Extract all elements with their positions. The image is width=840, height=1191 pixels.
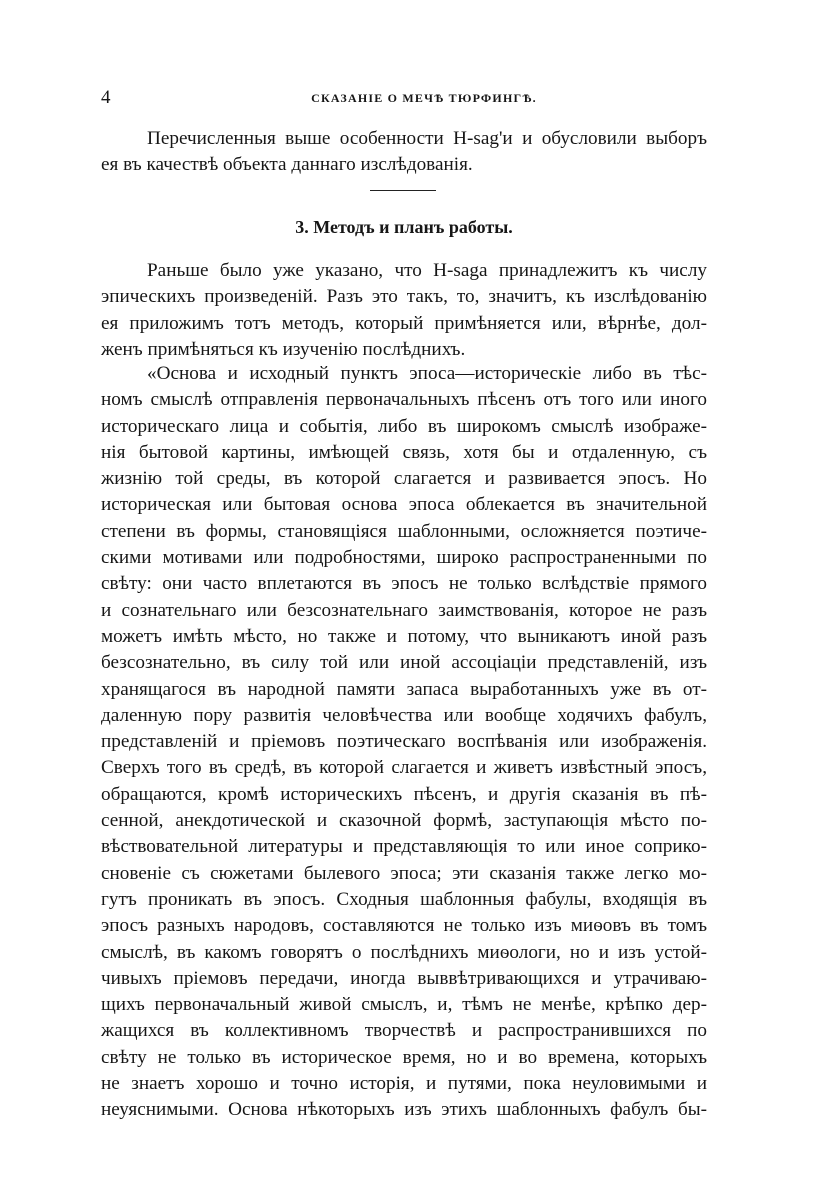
paragraph-method: [101, 258, 707, 363]
text-line: гутъ проникать въ эпосъ. Сходныя шаблонныя фабулы, входящія въ: [101, 888, 707, 910]
text-line: жизнію той среды, въ которой слагается и развивается эпосъ. Но: [101, 468, 707, 490]
text-line: безсознательно, въ силу той или иной ассоціаціи представленій, изъ: [101, 652, 707, 674]
running-head: [101, 86, 707, 110]
text-line: жащихся въ коллективномъ творчествѣ и распространившихся по: [101, 1020, 707, 1042]
text-line: обращаются, кромѣ историческихъ пѣсенъ, и другія сказанія въ пѣ-: [101, 783, 707, 805]
section-heading: 3. Методъ и планъ работы.: [295, 217, 513, 237]
text-line: ея въ качествѣ объекта даннаго изслѣдованія.: [101, 154, 473, 176]
text-line: эпосъ разныхъ народовъ, составляются не только изъ миѳовъ въ томъ: [101, 915, 707, 937]
text-line: нія бытовой картины, имѣющей связь, хотя бы и отдаленную, съ: [101, 441, 707, 463]
text-line: ея приложимъ тотъ методъ, который примѣняется или, вѣрнѣе, дол-: [101, 312, 707, 334]
text-line: не знаетъ хорошо и точно исторія, и путями, пока неуловимыми и: [101, 1073, 707, 1095]
text-line: сенной, анекдотической и сказочной формѣ, заступающія мѣсто по-: [101, 810, 707, 832]
text-line: номъ смыслѣ отправленія первоначальныхъ пѣсенъ отъ того или иного: [101, 389, 707, 411]
text-line: свѣту: они часто вплетаются въ эпосъ не только вслѣдствіе прямого: [101, 573, 707, 595]
section-divider: [370, 190, 436, 191]
text-line: историческая или бытовая основа эпоса облекается въ значительной: [101, 494, 707, 516]
text-line: сновеніе съ сюжетами былевого эпоса; эти сказанія также легко мо-: [101, 862, 707, 884]
page-number: 4: [101, 87, 111, 108]
text-line: Раньше было уже указано, что H-saga принадлежитъ къ числу: [147, 260, 707, 281]
text-line: «Основа и исходный пунктъ эпоса—историческіе либо въ тѣс-: [147, 363, 707, 384]
text-line: и сознательнаго или безсознательнаго заимствованія, которое не разъ: [101, 599, 707, 621]
text-line: вѣствовательной литературы и представляющія то или иное соприко-: [101, 836, 707, 858]
text-line: свѣту не только въ историческое время, но и во времена, которыхъ: [101, 1046, 707, 1068]
text-line: женъ примѣняться къ изученію послѣднихъ.: [101, 338, 466, 360]
text-line: степени въ формы, становящіяся шаблонными, осложняется поэтиче-: [101, 520, 707, 542]
intro-paragraph: [101, 126, 707, 179]
text-line: даленную пору развитія человѣчества или вообще ходячихъ фабулъ,: [101, 704, 707, 726]
text-line: смыслѣ, въ какомъ говорятъ о послѣднихъ миѳологи, но и изъ устой-: [101, 941, 707, 963]
text-line: щихъ первоначальный живой смыслъ, и, тѣмъ не менѣе, крѣпко дер-: [101, 994, 707, 1016]
text-line: скими мотивами или подробностями, широко распространенными по: [101, 547, 707, 569]
text-line: Перечисленныя выше особенности H-sag'и и обусловили выборъ: [147, 128, 707, 149]
text-line: хранящагося въ народной памяти запаса выработанныхъ уже въ от-: [101, 678, 707, 700]
text-line: неуяснимыми. Основа нѣкоторыхъ изъ этихъ шаблонныхъ фабулъ бы-: [101, 1099, 707, 1121]
paragraph-quotation: [101, 361, 707, 1124]
text-line: Сверхъ того въ средѣ, въ которой слагается и живетъ извѣстный эпосъ,: [101, 757, 707, 779]
text-line: представленій и пріемовъ поэтическаго воспѣванія или изображенія.: [101, 731, 707, 753]
running-title: СКАЗАНІЕ О МЕЧѢ ТЮРФИНГѢ.: [311, 91, 537, 105]
text-line: можетъ имѣть мѣсто, но также и потому, что выникаютъ иной разъ: [101, 625, 707, 647]
text-line: чивыхъ пріемовъ передачи, иногда выввѣтривающихся и утрачиваю-: [101, 967, 707, 989]
text-line: историческаго лица и событія, либо въ широкомъ смыслѣ изображе-: [101, 415, 707, 437]
text-line: эпическихъ произведеній. Разъ это такъ, то, значитъ, къ изслѣдованію: [101, 286, 707, 308]
